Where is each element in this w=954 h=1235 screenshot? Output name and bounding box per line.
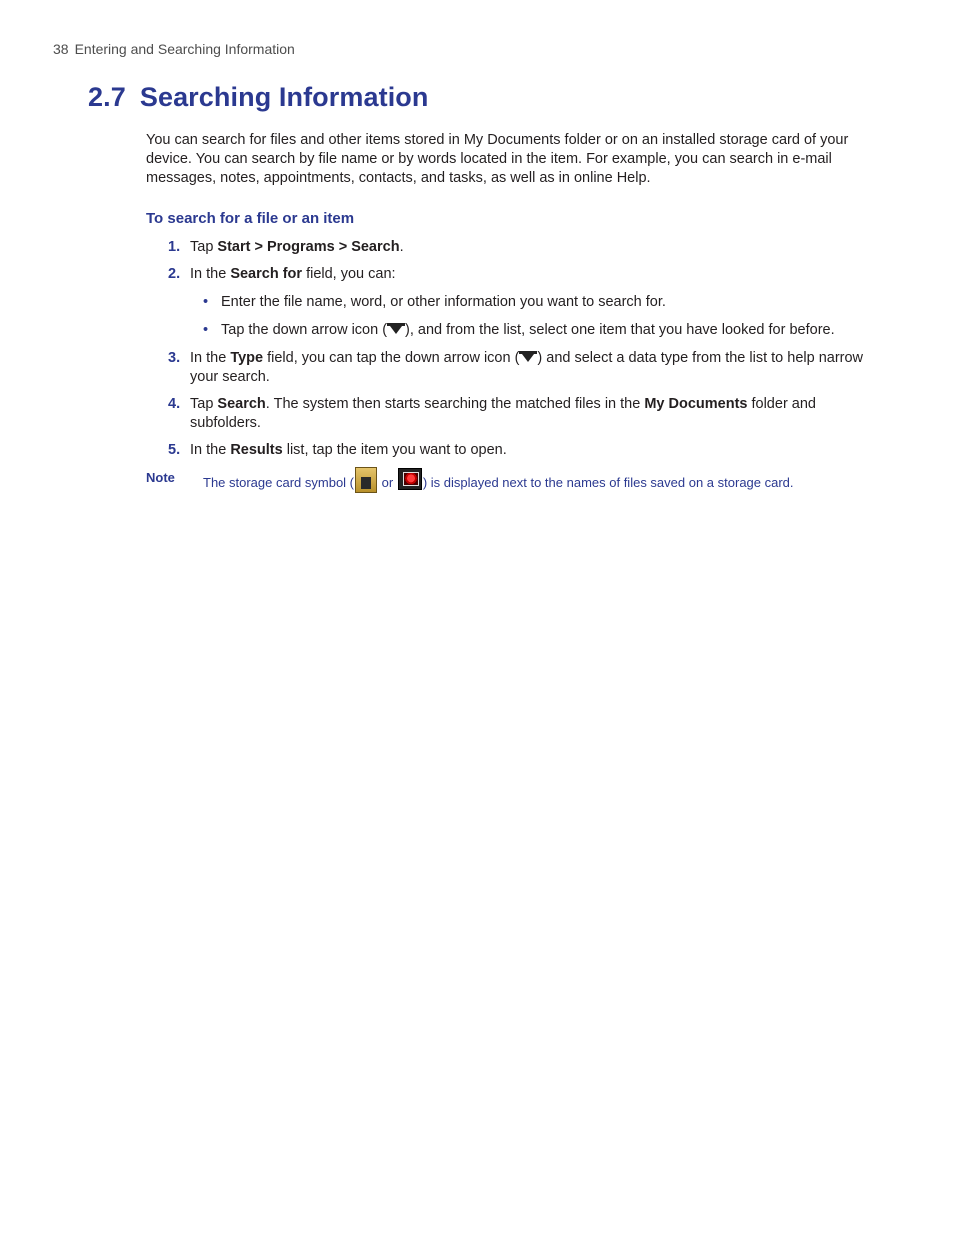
step-bold: Search for: [230, 266, 303, 282]
intro-paragraph: You can search for files and other items stored in My Documents folder or on an installed storage card of your device. You can search by file name or by words located in the item. For example, you can search in e-mail messages, notes, appointments, contacts, and tasks, as well as in online Help.: [146, 132, 849, 186]
step-2: [146, 265, 866, 340]
bullet-icon: •: [203, 322, 209, 338]
step-text: In the: [190, 442, 231, 458]
step-bold: Type: [230, 350, 264, 366]
section-title: [88, 82, 428, 113]
note-text-part: ) is displayed next to the names of files saved on a storage card.: [422, 475, 794, 490]
note-label: Note: [146, 470, 175, 485]
storage-card-alt-icon: [398, 468, 422, 490]
step-number: 3.: [168, 350, 181, 366]
section-number: 2.7: [88, 82, 126, 112]
step-bold: Start > Programs > Search: [217, 239, 400, 255]
step-number: 5.: [168, 442, 181, 458]
step-text: In the: [190, 350, 231, 366]
bullet-icon: •: [203, 294, 209, 310]
page-number: 38: [53, 41, 69, 57]
step-bold: Search: [217, 396, 266, 412]
step-text: In the: [190, 266, 231, 282]
step-text: Tap: [190, 239, 218, 255]
down-arrow-icon: [519, 351, 537, 363]
step-text: ) and select a data type from the list to help narrow your search.: [190, 350, 864, 385]
step-text: folder and subfolders.: [190, 396, 816, 431]
section-title-text: Searching Information: [139, 82, 429, 112]
step-number: 2.: [168, 266, 181, 282]
step-number: 1.: [168, 239, 181, 255]
step-bold: My Documents: [644, 396, 748, 412]
note-text-part: or: [378, 475, 397, 490]
note-text-part: The storage card symbol (: [203, 475, 355, 490]
bullet-item: [190, 321, 866, 340]
step-3: [146, 349, 866, 387]
step-text: Tap: [190, 396, 218, 412]
step-number: 4.: [168, 396, 181, 412]
step-bold: Results: [230, 442, 283, 458]
down-arrow-icon: [387, 323, 405, 335]
step-text: field, you can:: [302, 266, 396, 282]
bullet-text: Tap the down arrow icon (: [221, 322, 388, 338]
step-text: list, tap the item you want to open.: [282, 442, 507, 458]
bullet-item: [190, 293, 866, 312]
step-1: [146, 238, 866, 257]
step-4: [146, 395, 866, 433]
steps-list: [146, 238, 866, 460]
step-text: field, you can tap the down arrow icon (: [263, 350, 520, 366]
note-text: [203, 467, 794, 494]
running-header: [53, 41, 295, 57]
bullet-text: ), and from the list, select one item that you have looked for before.: [405, 322, 835, 338]
step-2-bullets: [190, 293, 866, 340]
step-text: .: [399, 239, 404, 255]
storage-card-icon: [355, 467, 377, 493]
bullet-text: Enter the file name, word, or other information you want to search for.: [221, 294, 666, 310]
chapter-title: Entering and Searching Information: [74, 41, 295, 57]
procedure-heading: To search for a file or an item: [146, 210, 355, 227]
step-5: [146, 441, 866, 460]
step-text: . The system then starts searching the matched files in the: [265, 396, 645, 412]
